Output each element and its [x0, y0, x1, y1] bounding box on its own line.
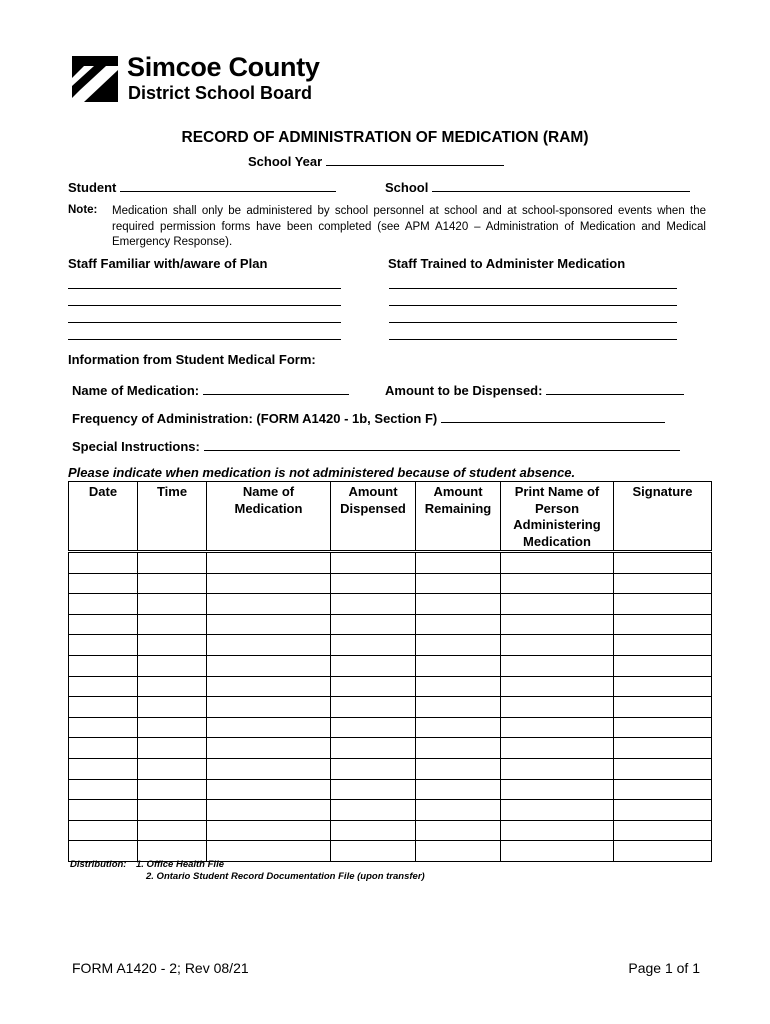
school-label: School: [385, 180, 429, 195]
cell-signature[interactable]: [614, 779, 712, 800]
table-row: [69, 738, 712, 759]
school-year-input[interactable]: [326, 152, 504, 166]
cell-medication-name[interactable]: [207, 655, 331, 676]
cell-date[interactable]: [69, 758, 138, 779]
cell-amount-dispensed[interactable]: [331, 655, 416, 676]
cell-administrator-name[interactable]: [501, 552, 614, 574]
cell-time[interactable]: [138, 800, 207, 821]
cell-administrator-name[interactable]: [501, 635, 614, 656]
cell-date[interactable]: [69, 552, 138, 574]
cell-amount-remaining[interactable]: [416, 841, 501, 862]
cell-date[interactable]: [69, 697, 138, 718]
cell-date[interactable]: [69, 614, 138, 635]
frequency-field: [72, 409, 665, 426]
cell-date[interactable]: [69, 717, 138, 738]
cell-time[interactable]: [138, 758, 207, 779]
cell-signature[interactable]: [614, 697, 712, 718]
cell-amount-remaining[interactable]: [416, 820, 501, 841]
school-year-field: [248, 152, 504, 169]
cell-signature[interactable]: [614, 676, 712, 697]
table-row: [69, 717, 712, 738]
cell-amount-remaining[interactable]: [416, 758, 501, 779]
cell-time[interactable]: [138, 779, 207, 800]
cell-medication-name[interactable]: [207, 717, 331, 738]
column-header-time: Time: [138, 482, 207, 552]
distribution-item-2: 2. Ontario Student Record Documentation File (upon transfer): [146, 871, 425, 882]
student-input[interactable]: [120, 178, 336, 192]
table-row: [69, 758, 712, 779]
cell-amount-dispensed[interactable]: [331, 635, 416, 656]
page-number: Page 1 of 1: [628, 960, 700, 976]
table-row: [69, 655, 712, 676]
medical-form-heading: Information from Student Medical Form:: [68, 352, 316, 367]
cell-signature[interactable]: [614, 594, 712, 615]
frequency-input[interactable]: [441, 409, 665, 423]
cell-medication-name[interactable]: [207, 697, 331, 718]
staff-trained-line[interactable]: [389, 339, 677, 340]
staff-familiar-line[interactable]: [68, 322, 341, 323]
cell-administrator-name[interactable]: [501, 820, 614, 841]
cell-amount-remaining[interactable]: [416, 779, 501, 800]
note-label: Note:: [68, 204, 98, 216]
cell-amount-remaining[interactable]: [416, 614, 501, 635]
column-header-signature: Signature: [614, 482, 712, 552]
column-header-administrator-name: Print Name of Person Administering Medication: [501, 482, 614, 552]
cell-date[interactable]: [69, 573, 138, 594]
medication-name-field: [72, 381, 349, 398]
cell-medication-name[interactable]: [207, 594, 331, 615]
cell-date[interactable]: [69, 800, 138, 821]
cell-time[interactable]: [138, 676, 207, 697]
cell-date[interactable]: [69, 635, 138, 656]
logo-org-subname: District School Board: [128, 83, 313, 103]
student-field: [68, 178, 336, 195]
cell-amount-remaining[interactable]: [416, 697, 501, 718]
cell-signature[interactable]: [614, 841, 712, 862]
cell-time[interactable]: [138, 635, 207, 656]
table-row: [69, 676, 712, 697]
cell-medication-name[interactable]: [207, 676, 331, 697]
staff-trained-heading: Staff Trained to Administer Medication: [388, 256, 626, 271]
staff-familiar-line[interactable]: [68, 339, 341, 340]
cell-amount-remaining[interactable]: [416, 655, 501, 676]
special-instructions-input[interactable]: [204, 437, 680, 451]
distribution-label: Distribution:: [70, 859, 127, 870]
cell-date[interactable]: [69, 676, 138, 697]
cell-amount-remaining[interactable]: [416, 635, 501, 656]
table-row: [69, 573, 712, 594]
special-instructions-field: [72, 437, 680, 454]
table-row: [69, 779, 712, 800]
amount-dispensed-field: [385, 381, 684, 398]
cell-administrator-name[interactable]: [501, 594, 614, 615]
administration-log-table: [68, 481, 712, 862]
student-label: Student: [68, 180, 117, 195]
cell-amount-dispensed[interactable]: [331, 573, 416, 594]
cell-medication-name[interactable]: [207, 573, 331, 594]
cell-amount-dispensed[interactable]: [331, 738, 416, 759]
cell-time[interactable]: [138, 552, 207, 574]
frequency-label: Frequency of Administration: (FORM A1420 - 1b, Section F): [72, 411, 438, 426]
cell-amount-dispensed[interactable]: [331, 676, 416, 697]
logo-org-name: Simcoe County: [127, 52, 320, 82]
school-year-label: School Year: [248, 154, 323, 169]
cell-signature[interactable]: [614, 717, 712, 738]
cell-amount-dispensed[interactable]: [331, 552, 416, 574]
cell-amount-remaining[interactable]: [416, 552, 501, 574]
table-row: [69, 697, 712, 718]
cell-date[interactable]: [69, 655, 138, 676]
cell-administrator-name[interactable]: [501, 841, 614, 862]
cell-administrator-name[interactable]: [501, 697, 614, 718]
cell-time[interactable]: [138, 738, 207, 759]
cell-time[interactable]: [138, 655, 207, 676]
school-field: [385, 178, 690, 195]
column-header-amount-remaining: Amount Remaining: [416, 482, 501, 552]
cell-amount-remaining[interactable]: [416, 676, 501, 697]
cell-signature[interactable]: [614, 738, 712, 759]
cell-signature[interactable]: [614, 573, 712, 594]
cell-date[interactable]: [69, 738, 138, 759]
cell-amount-dispensed[interactable]: [331, 841, 416, 862]
cell-date[interactable]: [69, 779, 138, 800]
cell-medication-name[interactable]: [207, 779, 331, 800]
cell-medication-name[interactable]: [207, 841, 331, 862]
column-header-amount-dispensed: Amount Dispensed: [331, 482, 416, 552]
cell-medication-name[interactable]: [207, 552, 331, 574]
cell-medication-name[interactable]: [207, 800, 331, 821]
cell-administrator-name[interactable]: [501, 614, 614, 635]
cell-time[interactable]: [138, 573, 207, 594]
cell-signature[interactable]: [614, 800, 712, 821]
cell-signature[interactable]: [614, 614, 712, 635]
column-header-date: Date: [69, 482, 138, 552]
cell-amount-remaining[interactable]: [416, 573, 501, 594]
board-logo-icon: [72, 56, 118, 102]
cell-amount-dispensed[interactable]: [331, 717, 416, 738]
amount-dispensed-input[interactable]: [546, 381, 684, 395]
cell-time[interactable]: [138, 697, 207, 718]
cell-administrator-name[interactable]: [501, 800, 614, 821]
cell-administrator-name[interactable]: [501, 738, 614, 759]
cell-administrator-name[interactable]: [501, 779, 614, 800]
cell-medication-name[interactable]: [207, 820, 331, 841]
cell-time[interactable]: [138, 820, 207, 841]
special-instructions-label: Special Instructions:: [72, 439, 200, 454]
cell-medication-name[interactable]: [207, 614, 331, 635]
cell-administrator-name[interactable]: [501, 717, 614, 738]
cell-amount-dispensed[interactable]: [331, 779, 416, 800]
cell-amount-remaining[interactable]: [416, 594, 501, 615]
staff-familiar-heading: Staff Familiar with/aware of Plan: [68, 256, 268, 271]
medication-name-label: Name of Medication:: [72, 383, 200, 398]
table-row: [69, 552, 712, 574]
cell-amount-dispensed[interactable]: [331, 614, 416, 635]
cell-medication-name[interactable]: [207, 758, 331, 779]
cell-time[interactable]: [138, 717, 207, 738]
cell-amount-dispensed[interactable]: [331, 800, 416, 821]
staff-trained-line[interactable]: [389, 305, 677, 306]
staff-familiar-line[interactable]: [68, 305, 341, 306]
cell-amount-dispensed[interactable]: [331, 758, 416, 779]
cell-administrator-name[interactable]: [501, 676, 614, 697]
note-text: Medication shall only be administered by school personnel at school and at school-sponsored events when the required permission forms have been completed (see APM A1420 – Administration of Medication and Medical Emergency Response).: [112, 205, 706, 248]
table-instruction: Please indicate when medication is not administered because of student absence.: [68, 465, 576, 480]
cell-amount-remaining[interactable]: [416, 800, 501, 821]
table-row: [69, 820, 712, 841]
staff-familiar-line[interactable]: [68, 288, 341, 289]
cell-signature[interactable]: [614, 655, 712, 676]
cell-date[interactable]: [69, 594, 138, 615]
form-title: RECORD OF ADMINISTRATION OF MEDICATION (RAM): [181, 129, 589, 146]
table-row: [69, 594, 712, 615]
cell-amount-dispensed[interactable]: [331, 820, 416, 841]
staff-trained-line[interactable]: [389, 288, 677, 289]
cell-signature[interactable]: [614, 758, 712, 779]
cell-time[interactable]: [138, 594, 207, 615]
cell-amount-dispensed[interactable]: [331, 594, 416, 615]
cell-signature[interactable]: [614, 635, 712, 656]
school-input[interactable]: [432, 178, 690, 192]
form-id: FORM A1420 - 2; Rev 08/21: [72, 960, 249, 976]
cell-date[interactable]: [69, 820, 138, 841]
cell-time[interactable]: [138, 614, 207, 635]
cell-administrator-name[interactable]: [501, 758, 614, 779]
table-row: [69, 614, 712, 635]
distribution-item-1: 1. Office Health File: [136, 859, 224, 870]
cell-signature[interactable]: [614, 820, 712, 841]
column-header-medication-name: Name of Medication: [207, 482, 331, 552]
cell-amount-remaining[interactable]: [416, 738, 501, 759]
cell-medication-name[interactable]: [207, 738, 331, 759]
amount-dispensed-label: Amount to be Dispensed:: [385, 383, 543, 398]
table-row: [69, 800, 712, 821]
cell-medication-name[interactable]: [207, 635, 331, 656]
table-header-row: [69, 482, 712, 552]
cell-amount-remaining[interactable]: [416, 717, 501, 738]
table-row: [69, 635, 712, 656]
cell-administrator-name[interactable]: [501, 655, 614, 676]
medication-name-input[interactable]: [203, 381, 349, 395]
cell-signature[interactable]: [614, 552, 712, 574]
cell-amount-dispensed[interactable]: [331, 697, 416, 718]
cell-administrator-name[interactable]: [501, 573, 614, 594]
staff-trained-line[interactable]: [389, 322, 677, 323]
